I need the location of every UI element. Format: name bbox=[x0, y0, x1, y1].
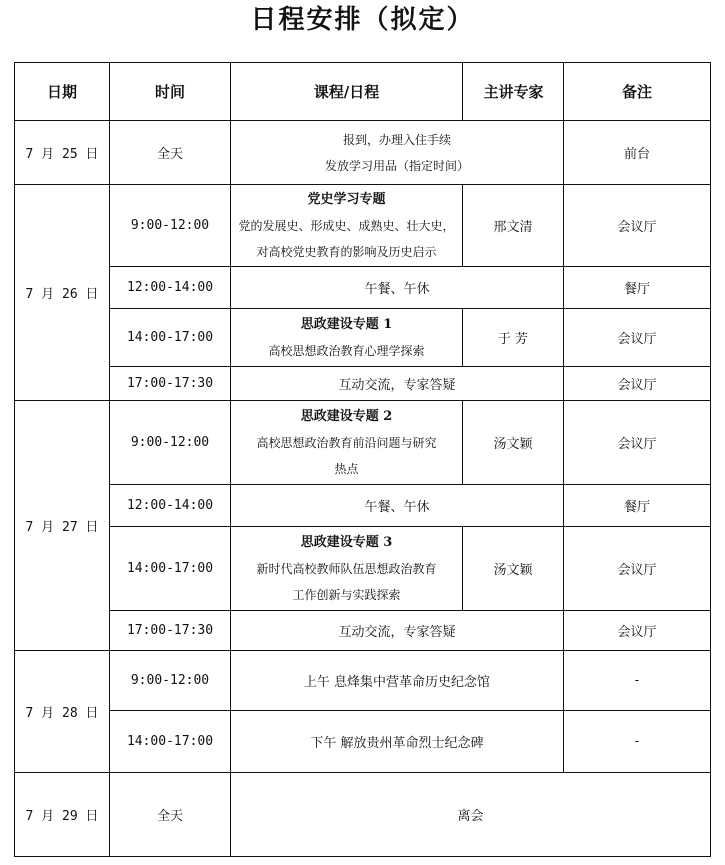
note-cell: 会议厅 bbox=[564, 367, 711, 401]
course-line: 报到，办理入住手续 bbox=[342, 132, 451, 147]
time-cell: 9:00-12:00 bbox=[110, 185, 231, 267]
speaker-cell: 汤文颖 bbox=[463, 527, 564, 611]
schedule-table bbox=[14, 62, 711, 857]
course-title: 思政建设专题 1 bbox=[300, 316, 393, 332]
time-cell: 17:00-17:30 bbox=[110, 367, 231, 401]
time-cell: 12:00-14:00 bbox=[110, 267, 231, 309]
course-cell: 午餐、午休 bbox=[231, 267, 564, 309]
course-cell bbox=[231, 527, 463, 611]
time-cell: 14:00-17:00 bbox=[110, 711, 231, 773]
course-cell: 午餐、午休 bbox=[231, 485, 564, 527]
speaker-cell: 汤文颖 bbox=[463, 401, 564, 485]
header-course: 课程/日程 bbox=[231, 63, 463, 120]
note-cell: 前台 bbox=[564, 121, 711, 185]
note-cell: 会议厅 bbox=[564, 527, 711, 611]
time-cell: 12:00-14:00 bbox=[110, 485, 231, 527]
table-row bbox=[15, 527, 711, 611]
course-line: 工作创新与实践探索 bbox=[292, 587, 401, 602]
table-row bbox=[15, 309, 711, 367]
course-title: 党史学习专题 bbox=[307, 191, 386, 207]
header-note: 备注 bbox=[564, 63, 711, 121]
time-cell: 9:00-12:00 bbox=[110, 401, 231, 485]
course-cell: 上午 息烽集中营革命历史纪念馆 bbox=[231, 651, 564, 711]
note-cell: 会议厅 bbox=[564, 611, 711, 651]
course-line: 热点 bbox=[334, 461, 359, 476]
table-row bbox=[15, 401, 711, 485]
table-row bbox=[15, 267, 711, 309]
note-cell: 会议厅 bbox=[564, 309, 711, 367]
table-row bbox=[15, 651, 711, 711]
time-cell: 14:00-17:00 bbox=[110, 309, 231, 367]
table-row bbox=[15, 711, 711, 773]
note-cell: - bbox=[564, 711, 711, 773]
date-cell: 7 月 27 日 bbox=[15, 401, 110, 651]
note-cell: 会议厅 bbox=[564, 185, 711, 267]
date-cell: 7 月 25 日 bbox=[15, 121, 110, 185]
course-cell bbox=[231, 401, 463, 485]
time-cell: 全天 bbox=[110, 773, 231, 857]
table-row bbox=[15, 611, 711, 651]
course-line: 发放学习用品（指定时间） bbox=[324, 158, 469, 173]
date-cell: 7 月 29 日 bbox=[15, 773, 110, 857]
table-row bbox=[15, 185, 711, 267]
course-line: 对高校党史教育的影响及历史启示 bbox=[256, 244, 437, 259]
course-cell bbox=[231, 309, 463, 367]
time-cell: 全天 bbox=[110, 121, 231, 185]
course-cell bbox=[231, 185, 463, 267]
course-cell bbox=[231, 121, 564, 185]
course-line: 新时代高校教师队伍思想政治教育 bbox=[256, 561, 437, 576]
table-row bbox=[15, 367, 711, 401]
speaker-cell: 邢文清 bbox=[463, 185, 564, 267]
table-row bbox=[15, 121, 711, 185]
course-cell: 下午 解放贵州革命烈士纪念碑 bbox=[231, 711, 564, 773]
date-cell: 7 月 28 日 bbox=[15, 651, 110, 773]
table-row bbox=[15, 773, 711, 857]
course-title: 思政建设专题 3 bbox=[300, 534, 393, 550]
note-cell: 餐厅 bbox=[564, 485, 711, 527]
course-line: 高校思想政治教育心理学探索 bbox=[268, 343, 425, 358]
note-cell: 会议厅 bbox=[564, 401, 711, 485]
note-cell: - bbox=[564, 651, 711, 711]
course-line: 党的发展史、形成史、成熟史、壮大史， bbox=[238, 218, 455, 233]
time-cell: 17:00-17:30 bbox=[110, 611, 231, 651]
page-title: 日程安排（拟定） bbox=[250, 5, 475, 35]
date-cell: 7 月 26 日 bbox=[15, 185, 110, 401]
course-cell: 离会 bbox=[231, 773, 711, 857]
header-date: 日期 bbox=[15, 63, 110, 121]
header-row bbox=[15, 63, 711, 121]
header-course-speaker bbox=[231, 63, 564, 121]
course-title: 思政建设专题 2 bbox=[300, 408, 393, 424]
header-speaker: 主讲专家 bbox=[483, 83, 544, 101]
time-cell: 9:00-12:00 bbox=[110, 651, 231, 711]
course-cell: 互动交流，专家答疑 bbox=[231, 611, 564, 651]
header-time: 时间 bbox=[110, 63, 231, 121]
speaker-cell: 于 芳 bbox=[463, 309, 564, 367]
course-line: 高校思想政治教育前沿问题与研究 bbox=[256, 435, 437, 450]
course-cell: 互动交流，专家答疑 bbox=[231, 367, 564, 401]
table-row bbox=[15, 485, 711, 527]
time-cell: 14:00-17:00 bbox=[110, 527, 231, 611]
note-cell: 餐厅 bbox=[564, 267, 711, 309]
